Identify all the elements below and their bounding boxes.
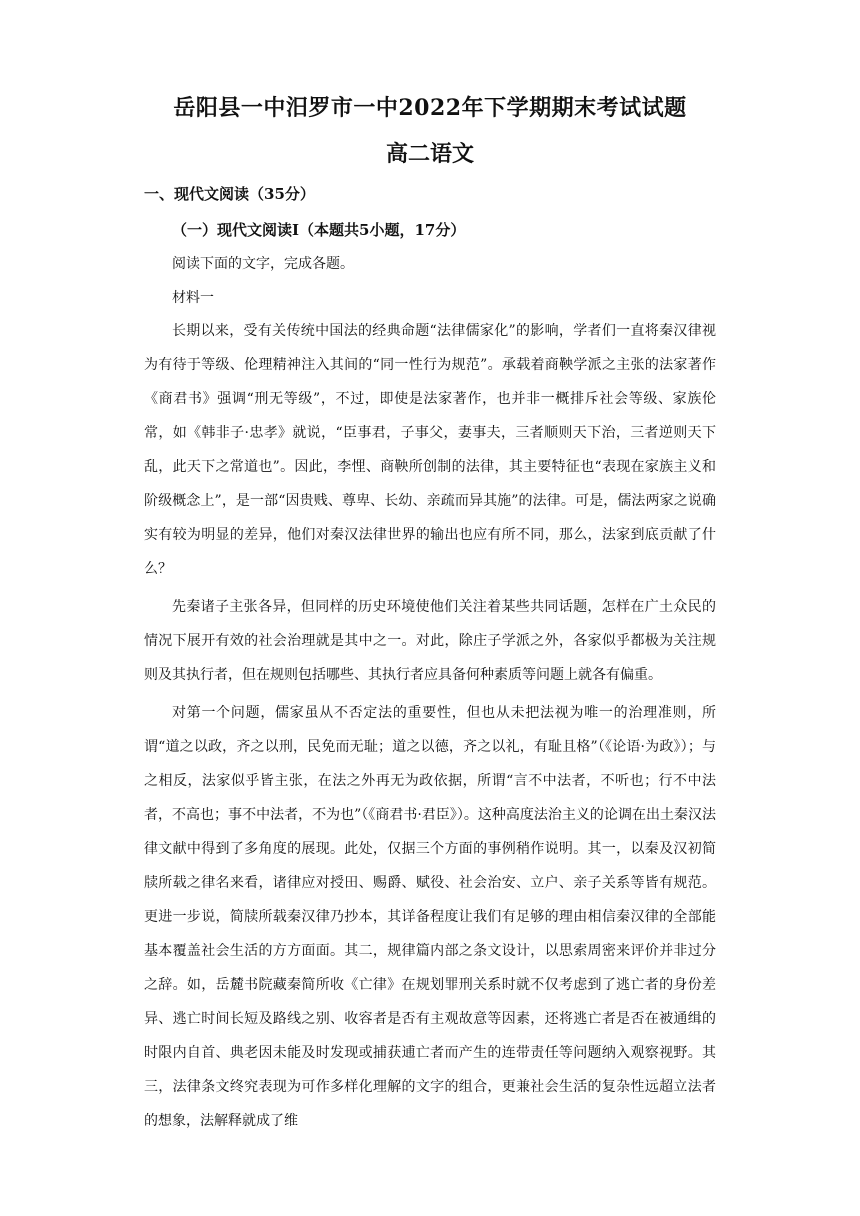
reading-instruction: 阅读下面的文字，完成各题。 [172,256,354,272]
section-heading: 一、现代文阅读（35分） [144,185,315,203]
paragraph-3: 对第一个问题，儒家虽从不否定法的重要性，但也从未把法视为唯一的治理准则，所谓“道之以政，齐之以刑，民免而无耻；道之以德，齐之以礼，有耻且格”（《论语·为政》）；与之相反，法家似乎皆主张，在法之外再无为政依据，所谓“言不中法者，不听也；行不中法者，不高也；事不中法者，不为也”（《商君书·君臣》）。这种高度法治主义的论调在出土秦汉法律文献中得到了多角度的展现。此处，仅据三个方面的事例稍作说明。其一，以秦及汉初简牍所载之律名来看，诸律应对授田、赐爵、赋役、社会治安、立户、亲子关系等皆有规范。更进一步说，简牍所载秦汉律乃抄本，其详备程度让我们有足够的理由相信秦汉律的全部能基本覆盖社会生活的方方面面。其二，规律篇内部之条文设计，以思索周密来评价并非过分之辞。如，岳麓书院藏秦简所收《亡律》在规划罪刑关系时就不仅考虑到了逃亡者的身份差异、逃亡时间长短及路线之别、收容者是否有主观故意等因素，还将逃亡者是否在被通缉的时限内自首、典老因未能及时发现或捕获逋亡者而产生的连带责任等问题纳入观察视野。其三，法律条文终究表现为可作多样化理解的文字的组合，更兼社会生活的复杂性远超立法者的想象，法解释就成了维 [144,705,716,1129]
paragraph-2: 先秦诸子主张各异，但同样的历史环境使他们关注着某些共同话题，怎样在广土众民的情况下展开有效的社会治理就是其中之一。对此，除庄子学派之外，各家似乎都极为关注规则及其执行者，但在规则包括哪些、其执行者应具备何种素质等问题上就各有偏重。 [144,599,716,683]
material-label: 材料一 [172,290,214,306]
paragraph-1: 长期以来，受有关传统中国法的经典命题“法律儒家化”的影响，学者们一直将秦汉律视为有待于等级、伦理精神注入其间的“同一性行为规范”。承载着商鞅学派之主张的法家著作《商君书》强调“刑无等级”，不过，即使是法家著作，也并非一概排斥社会等级、家族伦常，如《韩非子·忠孝》就说，“臣事君，子事父，妻事夫，三者顺则天下治，三者逆则天下乱，此天下之常道也”。因此，李悝、商鞅所创制的法律，其主要特征也“表现在家族主义和阶级概念上”，是一部“因贵贱、尊卑、长幼、亲疏而异其施”的法律。可是，儒法两家之说确实有较为明显的差异，他们对秦汉法律世界的输出也应有所不同，那么，法家到底贡献了什么？ [144,323,716,577]
document-title: 岳阳县一中汨罗市一中2022年下学期期末考试试题 [173,95,687,121]
sub-section-heading: （一）现代文阅读Ⅰ（本题共5小题，17分） [172,221,466,239]
document-subtitle: 高二语文 [385,141,474,167]
